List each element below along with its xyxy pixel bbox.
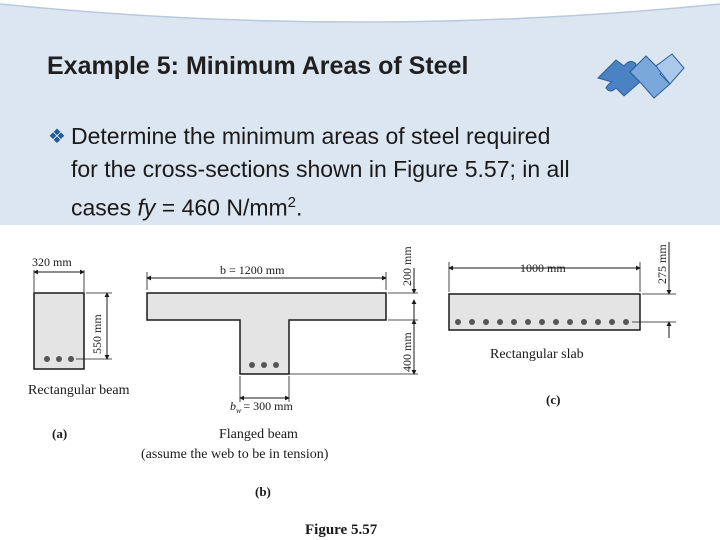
bullet-line-2: for the cross-sections shown in Figure 5.57; in all (71, 156, 570, 182)
slab-width-label: 1000 mm (520, 261, 566, 275)
rectangular-slab-section (449, 242, 676, 407)
bw-value: = 300 mm (243, 399, 293, 413)
rectangular-beam-section (28, 255, 130, 441)
beam-a-width-label: 320 mm (32, 255, 72, 269)
rebar (261, 362, 267, 368)
beam-b-letter: (b) (255, 484, 271, 499)
rebar (56, 356, 62, 362)
rebar (44, 356, 50, 362)
beam-b-depth-label: 400 mm (400, 332, 414, 372)
diamond-cluster-bullet-icon: ❖ (48, 126, 66, 148)
bullet-line-3-prefix: cases (71, 194, 138, 221)
slide-title: Example 5: Minimum Areas of Steel (47, 52, 469, 80)
puzzle-pieces-icon (594, 48, 686, 100)
beam-a-letter: (a) (52, 426, 68, 441)
slab-caption: Rectangular slab (490, 347, 584, 362)
rebar (273, 362, 279, 368)
bullet-line-3-end: . (296, 194, 303, 221)
bw-symbol: b (230, 399, 236, 413)
bullet-text (71, 120, 701, 225)
figure-5-57 (0, 228, 720, 540)
beam-b-flange-depth-label: 200 mm (400, 246, 414, 286)
slab-depth-label: 275 mm (655, 244, 669, 284)
bullet-line-1: Determine the minimum areas of steel required (71, 123, 551, 149)
fy-symbol: fy (137, 194, 156, 221)
beam-b-width-label: b = 1200 mm (220, 263, 285, 277)
beam-b-web-width-label (230, 399, 293, 415)
bw-subscript: w (236, 406, 242, 415)
squared-superscript: 2 (287, 194, 297, 211)
beam-a-depth-label: 550 mm (90, 314, 104, 354)
beam-a-caption: Rectangular beam (28, 383, 130, 398)
flanged-beam-section (141, 246, 418, 499)
rebar (249, 362, 255, 368)
beam-b-caption-line-2: (assume the web to be in tension) (141, 447, 329, 462)
figure-caption: Figure 5.57 (305, 522, 378, 538)
bullet-line-3 (71, 186, 701, 225)
beam-b-caption-line-1: Flanged beam (219, 427, 298, 442)
bullet-line-3-mid: = 460 N/mm (155, 194, 288, 221)
slab-letter: (c) (546, 392, 561, 407)
beam-b-concrete (147, 293, 386, 374)
rebar (68, 356, 74, 362)
header-swoosh (0, 0, 720, 30)
